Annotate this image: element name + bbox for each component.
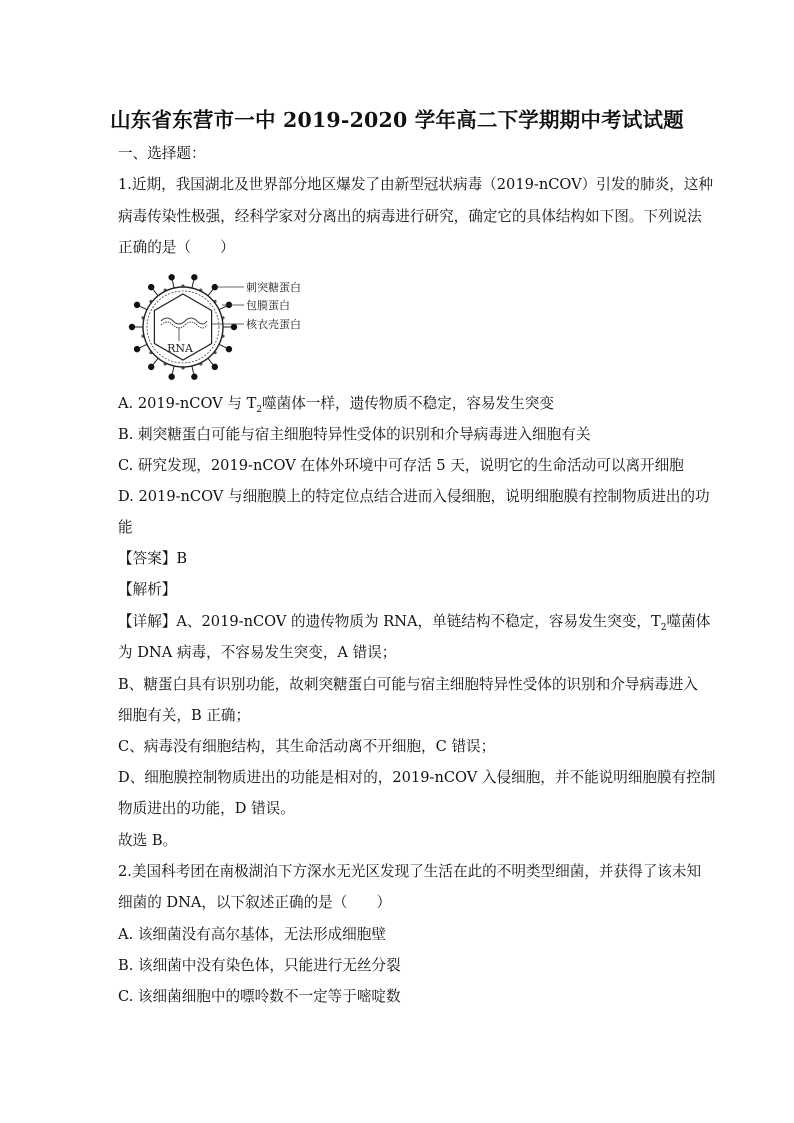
- q1-option-b: B. 刺突糖蛋白可能与宿主细胞特异性受体的识别和介导病毒进入细胞有关: [118, 426, 591, 443]
- spike-stalk: [140, 344, 147, 347]
- detail-line: C、病毒没有细胞结构，其生命活动离不开细胞，C 错误；: [118, 738, 496, 755]
- spike-stalk: [208, 358, 213, 364]
- q2-option-b: B. 该细菌中没有染色体，只能进行无丝分裂: [118, 957, 401, 974]
- spike-stalk: [219, 306, 226, 309]
- figure-label-rna: RNA: [167, 342, 193, 355]
- spike-stalk: [153, 358, 158, 364]
- spike-head: [129, 324, 135, 330]
- spike-head: [212, 364, 218, 370]
- q2-stem-line: 细菌的 DNA，以下叙述正确的是（ ）: [118, 894, 392, 911]
- detail-line: 物质进出的功能，D 错误。: [118, 800, 295, 817]
- spike-stalk: [172, 280, 174, 288]
- spike-head: [148, 284, 154, 290]
- detail-line: 为 DNA 病毒，不容易发生突变，A 错误；: [118, 644, 397, 661]
- analysis-heading: 【解析】: [118, 581, 177, 598]
- q1-option-a: A. 2019-nCOV 与 $T_2$噬菌体一样，遗传物质不稳定，容易发生突变: [118, 395, 554, 415]
- spike-stalk: [208, 289, 213, 295]
- spike-stalk: [192, 280, 194, 288]
- detail-line: D、细胞膜控制物质进出的功能是相对的，2019-nCOV 入侵细胞，并不能说明细胞膜有控制: [118, 769, 716, 786]
- spike-head: [168, 274, 174, 280]
- spike-stalk: [140, 306, 147, 309]
- q1-stem-line: 1.近期，我国湖北及世界部分地区爆发了由新型冠状病毒（2019-nCOV）引发的肺炎，这种: [118, 176, 713, 193]
- q1-option-c: C. 研究发现，2019-nCOV 在体外环境中可存活 5 天，说明它的生命活动可以离开细胞: [118, 457, 684, 474]
- q2-option-a: A. 该细菌没有高尔基体，无法形成细胞壁: [118, 926, 386, 943]
- spike-head: [231, 324, 237, 330]
- spike-head: [168, 374, 174, 380]
- q1-option-d-cont: 能: [118, 519, 133, 536]
- spike-head: [191, 374, 197, 380]
- detail-line: B、糖蛋白具有识别功能，故刺突糖蛋白可能与宿主细胞特异性受体的识别和介导病毒进入: [118, 676, 698, 693]
- figure-label-envelope: 包膜蛋白: [246, 299, 290, 312]
- q1-stem-line: 正确的是（ ）: [118, 239, 235, 256]
- section-heading: 一、选择题：: [118, 145, 206, 162]
- figure-label-nucleocapsid: 核衣壳蛋白: [246, 318, 301, 331]
- detail-line: 【详解】A、2019-nCOV 的遗传物质为 RNA，单链结构不稳定，容易发生突变，$T_2$噬菌体: [118, 613, 711, 633]
- q1-option-d: D. 2019-nCOV 与细胞膜上的特定位点结合进而入侵细胞，说明细胞膜有控制物质进出的功: [118, 488, 710, 505]
- spike-head: [226, 346, 232, 352]
- spike-head: [148, 364, 154, 370]
- spike-stalk: [172, 366, 174, 374]
- spike-head: [134, 302, 140, 308]
- detail-line: 细胞有关，B 正确；: [118, 707, 251, 724]
- spike-head: [191, 274, 197, 280]
- q2-option-c: C. 该细菌细胞中的嘌呤数不一定等于嘧啶数: [118, 988, 401, 1005]
- figure-label-spike: 刺突糖蛋白: [246, 281, 301, 294]
- q1-answer: 【答案】B: [118, 550, 188, 567]
- spike-stalk: [219, 344, 226, 347]
- page-title: 山东省东营市一中 2019-2020 学年高二下学期期中考试试题: [110, 108, 684, 132]
- spike-stalk: [192, 366, 194, 374]
- spike-head: [134, 346, 140, 352]
- q1-stem-line: 病毒传染性极强，经科学家对分离出的病毒进行研究，确定它的具体结构如下图。下列说法: [118, 208, 702, 225]
- virus-structure-figure: [126, 270, 326, 380]
- spike-stalk: [153, 289, 158, 295]
- q1-conclusion: 故选 B。: [118, 832, 178, 849]
- q2-stem-line: 2.美国科考团在南极湖泊下方深水无光区发现了生活在此的不明类型细菌，并获得了该未知: [118, 863, 702, 880]
